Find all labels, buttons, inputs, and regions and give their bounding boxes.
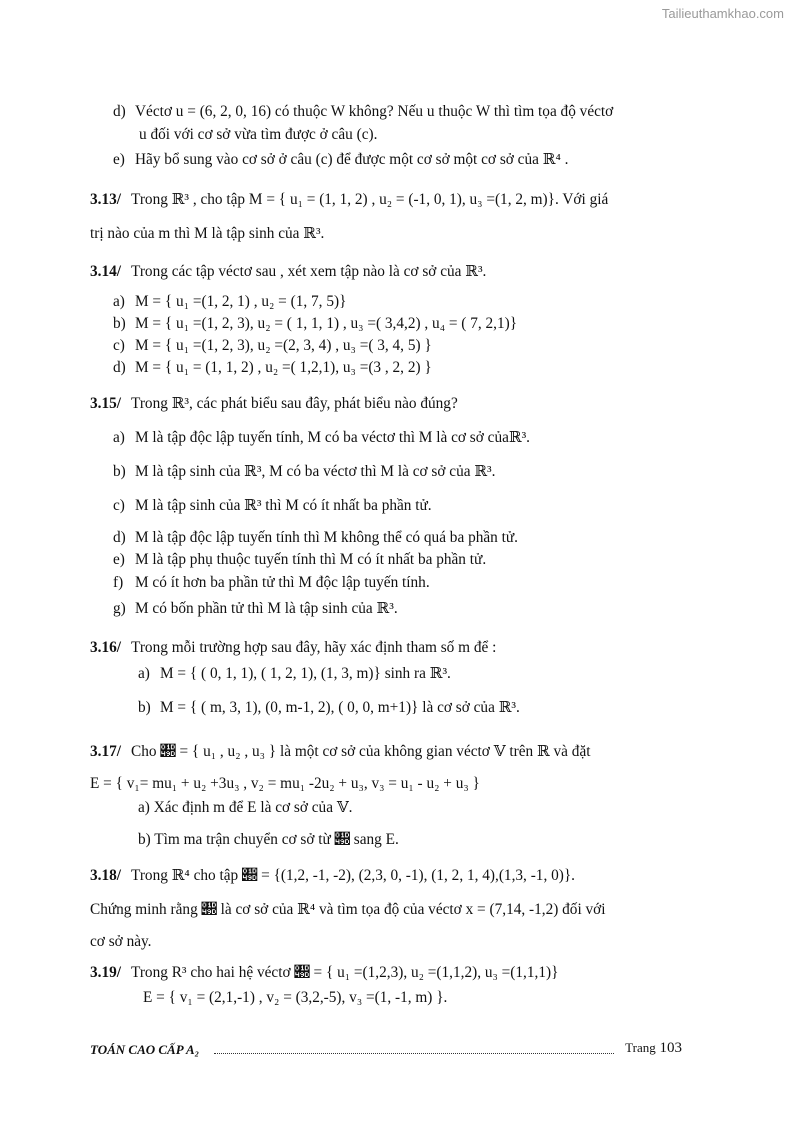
line-text: Cho 𝒝 = { u₁ , u₂ , u₃ } là một cơ sở của không gian véctơ 𝕍 trên ℝ và đặt (131, 743, 591, 760)
text-line (113, 336, 432, 356)
line-text: M = { ( m, 3, 1), (0, m-1, 2), ( 0, 0, m+1)} là cơ sở của ℝ³. (160, 699, 520, 716)
line-text: M = { u₁ =(1, 2, 3), u₂ = ( 1, 1, 1) , u₃ =( 3,4,2) , u₄ = ( 7, 2,1)} (135, 315, 518, 332)
text-line (113, 358, 432, 378)
line-text: Trong ℝ⁴ cho tập 𝒝 = {(1,2, -1, -2), (2,3, 0, -1), (1, 2, 1, 4),(1,3, -1, 0)}. (131, 867, 576, 884)
line-text: M = { ( 0, 1, 1), ( 1, 2, 1), (1, 3, m)} sinh ra ℝ³. (160, 665, 451, 682)
line-text: M = { u₁ =(1, 2, 3), u₂ =(2, 3, 4) , u₃ =( 3, 4, 5) } (135, 337, 432, 354)
exercise-number: 3.14/ (90, 263, 122, 280)
line-text: M là tập độc lập tuyến tính, M có ba véctơ thì M là cơ sở củaℝ³. (135, 429, 531, 446)
exercise-number: 3.19/ (90, 964, 122, 981)
exercise-number: 3.16/ (90, 639, 122, 656)
line-text: Hãy bổ sung vào cơ sở ở câu (c) để được một cơ sở một cơ sở của ℝ⁴ . (135, 151, 569, 168)
line-text: M = { u₁ = (1, 1, 2) , u₂ =( 1,2,1), u₃ =(3 , 2, 2) } (135, 359, 432, 376)
line-text: E = { v₁= mu₁ + u₂ +3u₃ , v₂ = mu₁ -2u₂ + u₃, v₃ = u₁ - u₂ + u₃ } (90, 775, 480, 792)
line-text: M có bốn phần tử thì M là tập sinh của ℝ³. (135, 600, 398, 617)
footer-leader-dots (214, 1053, 614, 1054)
text-line (143, 988, 447, 1008)
text-line (90, 774, 480, 794)
item-label: a) (138, 665, 150, 682)
text-line (113, 496, 432, 516)
line-text: Chứng minh rằng 𝒝 là cơ sở của ℝ⁴ và tìm tọa độ của véctơ x = (7,14, -1,2) đối với (90, 901, 606, 918)
watermark: Tailieuthamkhao.com (661, 6, 784, 21)
line-text: Trong R³ cho hai hệ véctơ 𝒝 = { u₁ =(1,2,3), u₂ =(1,1,2), u₃ =(1,1,1)} (131, 964, 559, 981)
item-label: g) (113, 600, 126, 617)
text-line (139, 125, 377, 145)
line-text: M là tập sinh của ℝ³ thì M có ít nhất ba phần tử. (135, 497, 432, 514)
item-label: c) (113, 337, 125, 354)
text-line (113, 102, 613, 122)
line-text: b) Tìm ma trận chuyển cơ sở từ 𝒝 sang E. (138, 831, 399, 848)
text-line (113, 314, 517, 334)
line-text: Trong mỗi trường hợp sau đây, hãy xác định tham số m để : (131, 639, 497, 656)
text-line (113, 292, 346, 312)
line-text: cơ sở này. (90, 933, 152, 950)
item-label: e) (113, 151, 125, 168)
item-label: b) (138, 699, 151, 716)
line-text: M = { u₁ =(1, 2, 1) , u₂ = (1, 7, 5)} (135, 293, 347, 310)
text-line (113, 550, 486, 570)
item-label: c) (113, 497, 125, 514)
page-footer (90, 1040, 682, 1060)
item-label: e) (113, 551, 125, 568)
exercise-number: 3.17/ (90, 743, 122, 760)
text-line (90, 638, 496, 658)
text-line (113, 599, 398, 619)
line-text: Véctơ u = (6, 2, 0, 16) có thuộc W không? Nếu u thuộc W thì tìm tọa độ véctơ (135, 103, 614, 120)
line-text: E = { v₁ = (2,1,-1) , v₂ = (3,2,-5), v₃ =(1, -1, m) }. (143, 989, 448, 1006)
text-line (90, 262, 486, 282)
exercise-number: 3.15/ (90, 395, 122, 412)
item-label: a) (113, 293, 125, 310)
line-text: M là tập sinh của ℝ³, M có ba véctơ thì M là cơ sở của ℝ³. (135, 463, 496, 480)
item-label: d) (113, 359, 126, 376)
item-label: a) (113, 429, 125, 446)
footer-title: TOÁN CAO CẤP A₂ (90, 1042, 200, 1057)
item-label: d) (113, 529, 126, 546)
text-line (138, 798, 353, 818)
text-line (90, 742, 590, 762)
text-line (138, 698, 520, 718)
text-line (90, 963, 558, 983)
text-line (90, 224, 324, 244)
line-text: trị nào của m thì M là tập sinh của ℝ³. (90, 225, 325, 242)
line-text: Trong ℝ³ , cho tập M = { u₁ = (1, 1, 2) , u₂ = (-1, 0, 1), u₃ =(1, 2, m)}. Với giá (131, 191, 609, 208)
exercise-number: 3.18/ (90, 867, 122, 884)
line-text: a) Xác định m để E là cơ sở của 𝕍. (138, 799, 353, 816)
text-line (113, 573, 430, 593)
text-line (138, 664, 451, 684)
text-line (113, 150, 568, 170)
exercise-number: 3.13/ (90, 191, 122, 208)
line-text: M có ít hơn ba phần tử thì M độc lập tuyến tính. (135, 574, 430, 591)
text-line (113, 462, 495, 482)
text-line (90, 866, 575, 886)
line-text: Trong ℝ³, các phát biểu sau đây, phát biểu nào đúng? (131, 395, 458, 412)
text-line (138, 830, 399, 850)
line-text: M là tập phụ thuộc tuyến tính thì M có ít nhất ba phần tử. (135, 551, 487, 568)
page-number-block (625, 1040, 682, 1057)
text-line (90, 900, 606, 920)
line-text: M là tập độc lập tuyến tính thì M không thể có quá ba phần tử. (135, 529, 518, 546)
line-text: u đối với cơ sở vừa tìm được ở câu (c). (139, 126, 378, 143)
page-number: 103 (659, 1040, 682, 1056)
item-label: d) (113, 103, 126, 120)
text-line (113, 528, 518, 548)
item-label: b) (113, 315, 126, 332)
item-label: b) (113, 463, 126, 480)
text-line (113, 428, 530, 448)
text-line (90, 394, 458, 414)
item-label: f) (113, 574, 124, 591)
line-text: Trong các tập véctơ sau , xét xem tập nào là cơ sở của ℝ³. (131, 263, 487, 280)
page-label: Trang (625, 1040, 656, 1055)
text-line (90, 190, 608, 210)
text-line (90, 932, 152, 952)
